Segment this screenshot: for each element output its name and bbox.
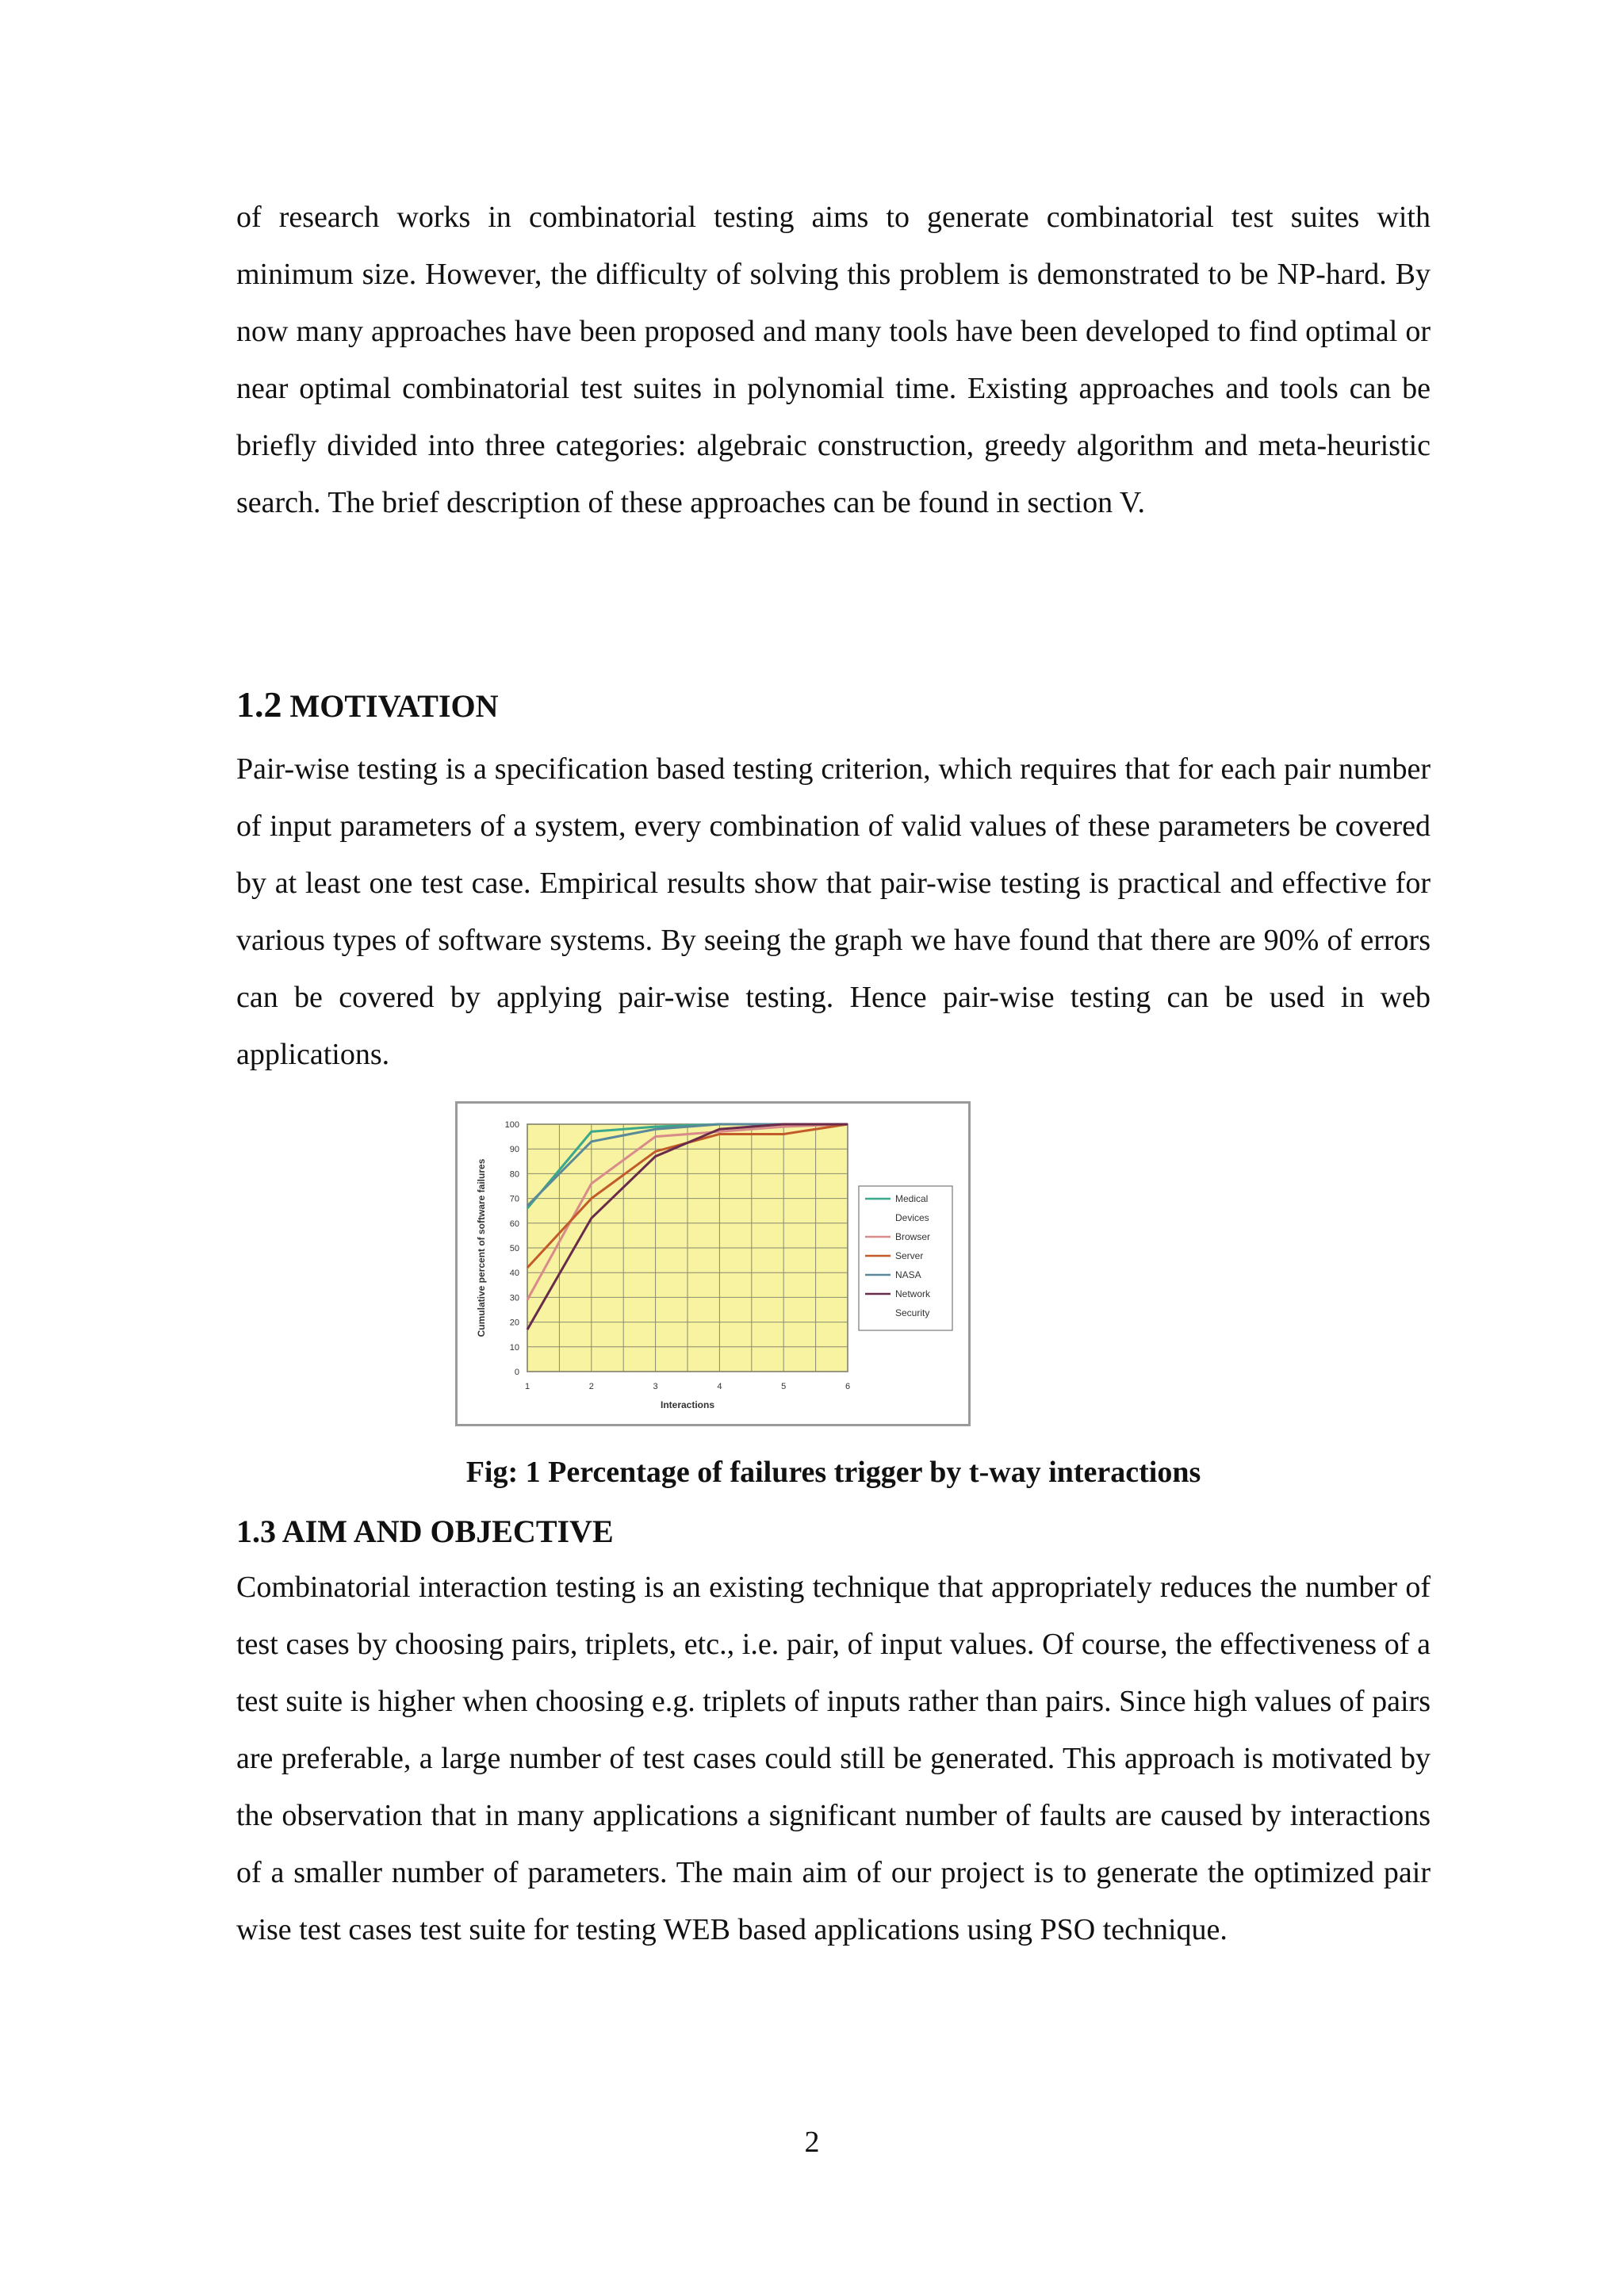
y-tick-label: 50 — [509, 1244, 519, 1253]
page-number: 2 — [804, 2126, 820, 2159]
failures-chart — [455, 1101, 971, 1426]
x-tick-label: 2 — [588, 1382, 594, 1391]
x-tick-label: 6 — [845, 1382, 851, 1391]
motivation-heading-number: 1.2 — [236, 684, 282, 725]
y-tick-label: 10 — [509, 1342, 519, 1353]
x-axis-label: Interactions — [660, 1399, 715, 1410]
x-tick-label: 4 — [717, 1382, 722, 1391]
y-tick-label: 40 — [509, 1269, 519, 1279]
aim-heading: 1.3 AIM AND OBJECTIVE — [236, 1513, 614, 1549]
figure-caption: Fig: 1 Percentage of failures trigger by t-way interactions — [465, 1456, 1201, 1489]
y-tick-label: 30 — [509, 1293, 519, 1303]
y-tick-label: 60 — [509, 1219, 519, 1229]
y-axis-label: Cumulative percent of software failures — [476, 1158, 487, 1337]
motivation-paragraph: Pair-wise testing is a specification based testing criterion, which requires that for each pair number of input parameters of a system, every combination of valid values of these parameters be covered by at least one test case. Empirical results show that pair-wise testing is practical and effective for various types of software systems. By seeing the graph we have found that there are 90% of errors can be covered by applying pair-wise testing. Hence pair-wise testing can be used in web applications. — [236, 752, 1431, 1071]
y-tick-label: 20 — [509, 1318, 519, 1328]
legend-entry: Browser — [895, 1231, 931, 1242]
legend-entry: Medical Devices — [895, 1193, 929, 1223]
y-tick-label: 90 — [509, 1145, 519, 1155]
aim-paragraph: Combinatorial interaction testing is an existing technique that appropriately reduces the number of test cases by choosing pairs, triplets, etc., i.e. pair, of input values. Of course, the effectiveness of a test suite is higher when choosing e.g. triplets of inputs rather than pairs. Since high values of pairs are preferable, a large number of test cases could still be generated. This approach is motivated by the observation that in many applications a significant number of faults are caused by interactions of a smaller number of parameters. The main aim of our project is to generate the optimized pair wise test cases test suite for testing WEB based applications using PSO technique. — [236, 1571, 1431, 1946]
motivation-heading-title: MOTIVATION — [289, 688, 499, 724]
legend-entry: NASA — [895, 1269, 921, 1280]
intro-paragraph: of research works in combinatorial testing aims to generate combinatorial test suites with minimum size. However, the difficulty of solving this problem is demonstrated to be NP-hard. By now many approaches have been proposed and many tools have been developed to find optimal or near optimal combinatorial test suites in polynomial time. Existing approaches and tools can be briefly divided into three categories: algebraic construction, greedy algorithm and meta-heuristic search. The brief description of these approaches can be found in section V. — [236, 201, 1431, 519]
y-tick-label: 0 — [514, 1368, 519, 1377]
failures-chart-svg — [458, 1104, 968, 1424]
legend-entry: Network Security — [895, 1288, 931, 1318]
y-tick-label: 70 — [509, 1194, 519, 1204]
legend-entry: Server — [895, 1250, 924, 1261]
x-tick-label: 5 — [781, 1382, 787, 1391]
y-tick-label: 100 — [504, 1120, 519, 1130]
y-tick-label: 80 — [509, 1169, 519, 1180]
motivation-heading — [236, 683, 499, 725]
x-tick-label: 1 — [524, 1382, 530, 1391]
x-tick-label: 3 — [653, 1382, 658, 1391]
